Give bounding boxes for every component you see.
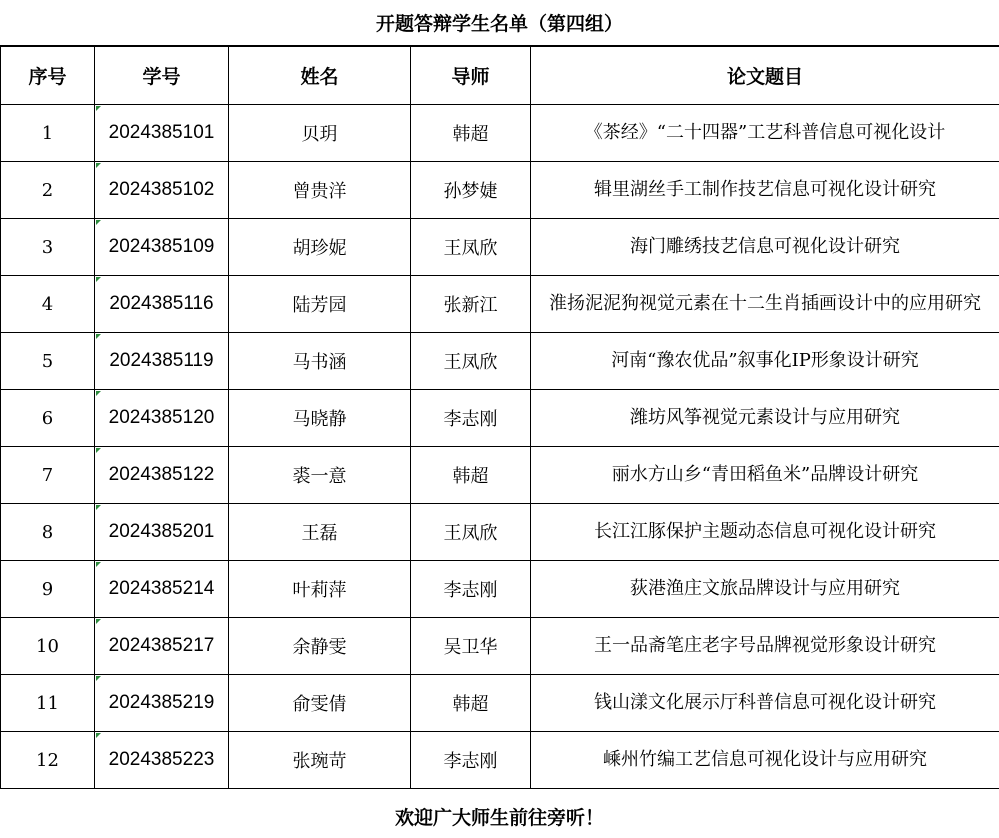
- cell-advisor[interactable]: 王凤欣: [411, 504, 531, 561]
- table-row: [1, 333, 999, 390]
- cell-topic[interactable]: 嵊州竹编工艺信息可视化设计与应用研究: [531, 732, 999, 789]
- cell-advisor[interactable]: 李志刚: [411, 732, 531, 789]
- cell-student-id[interactable]: 2024385120: [95, 390, 229, 447]
- cell-topic[interactable]: 辑里湖丝手工制作技艺信息可视化设计研究: [531, 162, 999, 219]
- footer-invitation: 欢迎广大师生前往旁听！: [394, 807, 604, 829]
- cell-student-id[interactable]: 2024385116: [95, 276, 229, 333]
- cell-topic[interactable]: 海门雕绣技艺信息可视化设计研究: [531, 219, 999, 276]
- cell-name[interactable]: 胡珍妮: [229, 219, 411, 276]
- student-table: [0, 46, 999, 789]
- cell-advisor[interactable]: 孙梦婕: [411, 162, 531, 219]
- cell-student-id[interactable]: 2024385119: [95, 333, 229, 390]
- cell-seq[interactable]: 8: [1, 504, 95, 561]
- cell-advisor[interactable]: 王凤欣: [411, 219, 531, 276]
- cell-student-id[interactable]: 2024385223: [95, 732, 229, 789]
- cell-name[interactable]: 裘一意: [229, 447, 411, 504]
- cell-advisor[interactable]: 韩超: [411, 105, 531, 162]
- cell-marker-icon: [96, 562, 101, 567]
- cell-student-id[interactable]: 2024385217: [95, 618, 229, 675]
- column-header-topic: 论文题目: [531, 47, 999, 105]
- cell-name[interactable]: 马晓静: [229, 390, 411, 447]
- cell-topic[interactable]: 钱山漾文化展示厅科普信息可视化设计研究: [531, 675, 999, 732]
- table-row: [1, 618, 999, 675]
- cell-seq[interactable]: 9: [1, 561, 95, 618]
- table-row: [1, 390, 999, 447]
- cell-marker-icon: [96, 163, 101, 168]
- cell-advisor[interactable]: 李志刚: [411, 390, 531, 447]
- column-header-advisor: 导师: [411, 47, 531, 105]
- table-row: [1, 561, 999, 618]
- column-header-name: 姓名: [229, 47, 411, 105]
- cell-seq[interactable]: 2: [1, 162, 95, 219]
- cell-topic[interactable]: 《茶经》“二十四器”工艺科普信息可视化设计: [531, 105, 999, 162]
- cell-seq[interactable]: 6: [1, 390, 95, 447]
- cell-name[interactable]: 陆芳园: [229, 276, 411, 333]
- cell-advisor[interactable]: 韩超: [411, 447, 531, 504]
- cell-student-id[interactable]: 2024385214: [95, 561, 229, 618]
- cell-student-id[interactable]: 2024385102: [95, 162, 229, 219]
- cell-name[interactable]: 张琬苛: [229, 732, 411, 789]
- cell-marker-icon: [96, 220, 101, 225]
- cell-seq[interactable]: 10: [1, 618, 95, 675]
- cell-topic[interactable]: 丽水方山乡“青田稻鱼米”品牌设计研究: [531, 447, 999, 504]
- table-row: [1, 732, 999, 789]
- cell-advisor[interactable]: 韩超: [411, 675, 531, 732]
- cell-topic[interactable]: 长江江豚保护主题动态信息可视化设计研究: [531, 504, 999, 561]
- column-header-student-id: 学号: [95, 47, 229, 105]
- cell-advisor[interactable]: 王凤欣: [411, 333, 531, 390]
- cell-advisor[interactable]: 张新江: [411, 276, 531, 333]
- cell-seq[interactable]: 1: [1, 105, 95, 162]
- cell-name[interactable]: 俞雯倩: [229, 675, 411, 732]
- cell-topic[interactable]: 荻港渔庄文旅品牌设计与应用研究: [531, 561, 999, 618]
- cell-marker-icon: [96, 505, 101, 510]
- cell-marker-icon: [96, 733, 101, 738]
- cell-seq[interactable]: 7: [1, 447, 95, 504]
- cell-topic[interactable]: 潍坊风筝视觉元素设计与应用研究: [531, 390, 999, 447]
- cell-advisor[interactable]: 李志刚: [411, 561, 531, 618]
- table-row: [1, 105, 999, 162]
- cell-marker-icon: [96, 334, 101, 339]
- cell-name[interactable]: 马书涵: [229, 333, 411, 390]
- cell-student-id[interactable]: 2024385201: [95, 504, 229, 561]
- cell-seq[interactable]: 12: [1, 732, 95, 789]
- cell-marker-icon: [96, 277, 101, 282]
- cell-marker-icon: [96, 619, 101, 624]
- cell-name[interactable]: 叶莉萍: [229, 561, 411, 618]
- cell-seq[interactable]: 5: [1, 333, 95, 390]
- cell-seq[interactable]: 11: [1, 675, 95, 732]
- cell-marker-icon: [96, 448, 101, 453]
- table-row: [1, 504, 999, 561]
- column-header-seq: 序号: [1, 47, 95, 105]
- table-row: [1, 276, 999, 333]
- cell-name[interactable]: 余静雯: [229, 618, 411, 675]
- cell-name[interactable]: 曾贵洋: [229, 162, 411, 219]
- cell-marker-icon: [96, 676, 101, 681]
- table-row: [1, 162, 999, 219]
- cell-seq[interactable]: 3: [1, 219, 95, 276]
- cell-name[interactable]: 王磊: [229, 504, 411, 561]
- cell-marker-icon: [96, 391, 101, 396]
- cell-student-id[interactable]: 2024385109: [95, 219, 229, 276]
- table-header-row: [1, 47, 999, 105]
- cell-topic[interactable]: 王一品斋笔庄老字号品牌视觉形象设计研究: [531, 618, 999, 675]
- table-row: [1, 447, 999, 504]
- cell-marker-icon: [96, 106, 101, 111]
- table-row: [1, 219, 999, 276]
- cell-advisor[interactable]: 吴卫华: [411, 618, 531, 675]
- cell-topic[interactable]: 河南“豫农优品”叙事化IP形象设计研究: [531, 333, 999, 390]
- cell-student-id[interactable]: 2024385219: [95, 675, 229, 732]
- table-row: [1, 675, 999, 732]
- cell-name[interactable]: 贝玥: [229, 105, 411, 162]
- cell-seq[interactable]: 4: [1, 276, 95, 333]
- cell-topic[interactable]: 淮扬泥泥狗视觉元素在十二生肖插画设计中的应用研究: [531, 276, 999, 333]
- cell-student-id[interactable]: 2024385101: [95, 105, 229, 162]
- cell-student-id[interactable]: 2024385122: [95, 447, 229, 504]
- sheet-title: 开题答辩学生名单（第四组）: [0, 0, 999, 46]
